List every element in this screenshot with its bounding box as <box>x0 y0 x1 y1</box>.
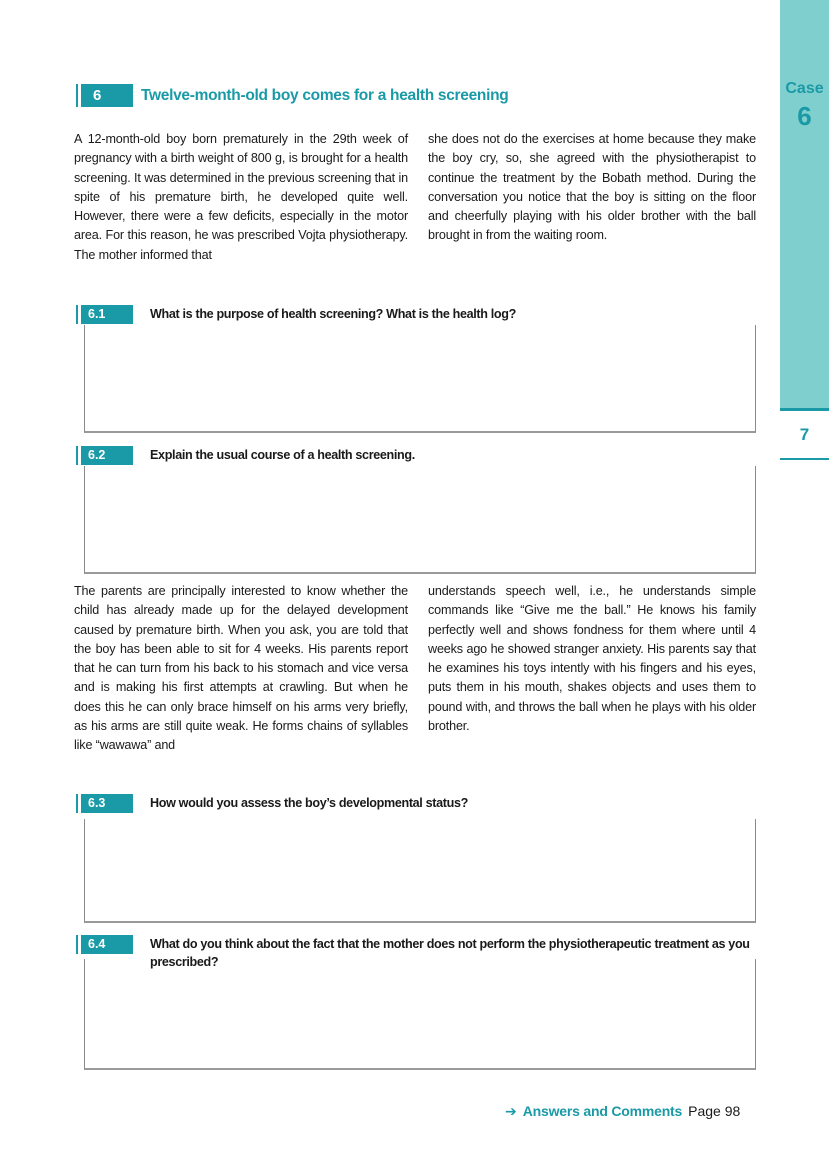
question-label-bar <box>76 446 78 465</box>
arrow-right-icon: ➔ <box>505 1103 517 1119</box>
sidebar-case-number: 6 <box>797 101 812 131</box>
sidebar-divider <box>780 458 829 460</box>
question-text: How would you assess the boy’s developmental status? <box>150 796 468 810</box>
case-details-left-column <box>74 582 408 756</box>
case-details-right-column <box>428 582 756 736</box>
answer-box-6-2[interactable] <box>84 466 756 574</box>
case-sidebar-tab <box>780 0 829 411</box>
intro-right-column <box>428 130 756 246</box>
intro-left-column <box>74 130 408 265</box>
question-label-bar <box>76 935 78 954</box>
case-details-left-paragraph: The parents are principally interested to know whether the child has already made up for the delayed development caused by premature birth. When you ask, you are told that the boy has been able to sit for 4 weeks. His parents report that he can turn from his back to his stomach and vice versa and is making his first attempts at crawling. But when he does this he can only brace himself on his arms very briefly, as his arms are still quite weak. He forms chains of syllables like “wawawa” and <box>74 584 408 753</box>
answers-reference[interactable] <box>505 1101 740 1121</box>
question-number-badge: 6.4 <box>81 935 133 954</box>
case-title: Twelve-month-old boy comes for a health screening <box>141 87 509 104</box>
case-details-right-paragraph: understands speech well, i.e., he understands simple commands like “Give me the ball.” He knows his family perfectly well and shows fondness for them where until 4 weeks ago he showed stranger anxiety. His parents say that he examines his toys intently with his fingers and his eyes, puts them in his mouth, shakes objects and uses them to pound with, and throws the ball when he plays with his older brother. <box>428 584 756 734</box>
sidebar-case-label: Case <box>785 80 824 97</box>
intro-left-paragraph: A 12-month-old boy born prematurely in the 29th week of pregnancy with a birth weight of 800 g, is brought for a health screening. It was determined in the previous screening that in spite of his premature birth, he developed quite well. However, there were a few deficits, especially in the motor area. For this reason, he was prescribed Vojta physiotherapy. The mother informed that <box>74 132 408 262</box>
question-number-badge: 6.3 <box>81 794 133 813</box>
answer-box-6-3[interactable] <box>84 819 756 923</box>
question-number-badge: 6.1 <box>81 305 133 324</box>
answer-box-6-1[interactable] <box>84 325 756 433</box>
case-label-bar <box>76 84 78 107</box>
question-label-bar <box>76 794 78 813</box>
question-text: What is the purpose of health screening? What is the health log? <box>150 307 516 321</box>
question-text: What do you think about the fact that the mother does not perform the physiotherapeutic treatment as you prescribed? <box>150 937 750 969</box>
question-number-badge: 6.2 <box>81 446 133 465</box>
intro-right-paragraph: she does not do the exercises at home because they make the boy cry, so, she agreed with the physiotherapist to continue the treatment by the Bobath method. During the conversation you notice that the boy is sitting on the floor and cheerfully playing with his older brother with the ball brought in from the waiting room. <box>428 132 756 243</box>
answers-link[interactable]: Answers and Comments <box>522 1103 683 1119</box>
page-reference: Page 98 <box>688 1103 741 1119</box>
answer-box-6-4[interactable] <box>84 959 756 1070</box>
question-text: Explain the usual course of a health screening. <box>150 448 415 462</box>
sidebar-next-case-number[interactable]: 7 <box>799 425 810 444</box>
question-label-bar <box>76 305 78 324</box>
case-number-badge: 6 <box>81 84 133 107</box>
